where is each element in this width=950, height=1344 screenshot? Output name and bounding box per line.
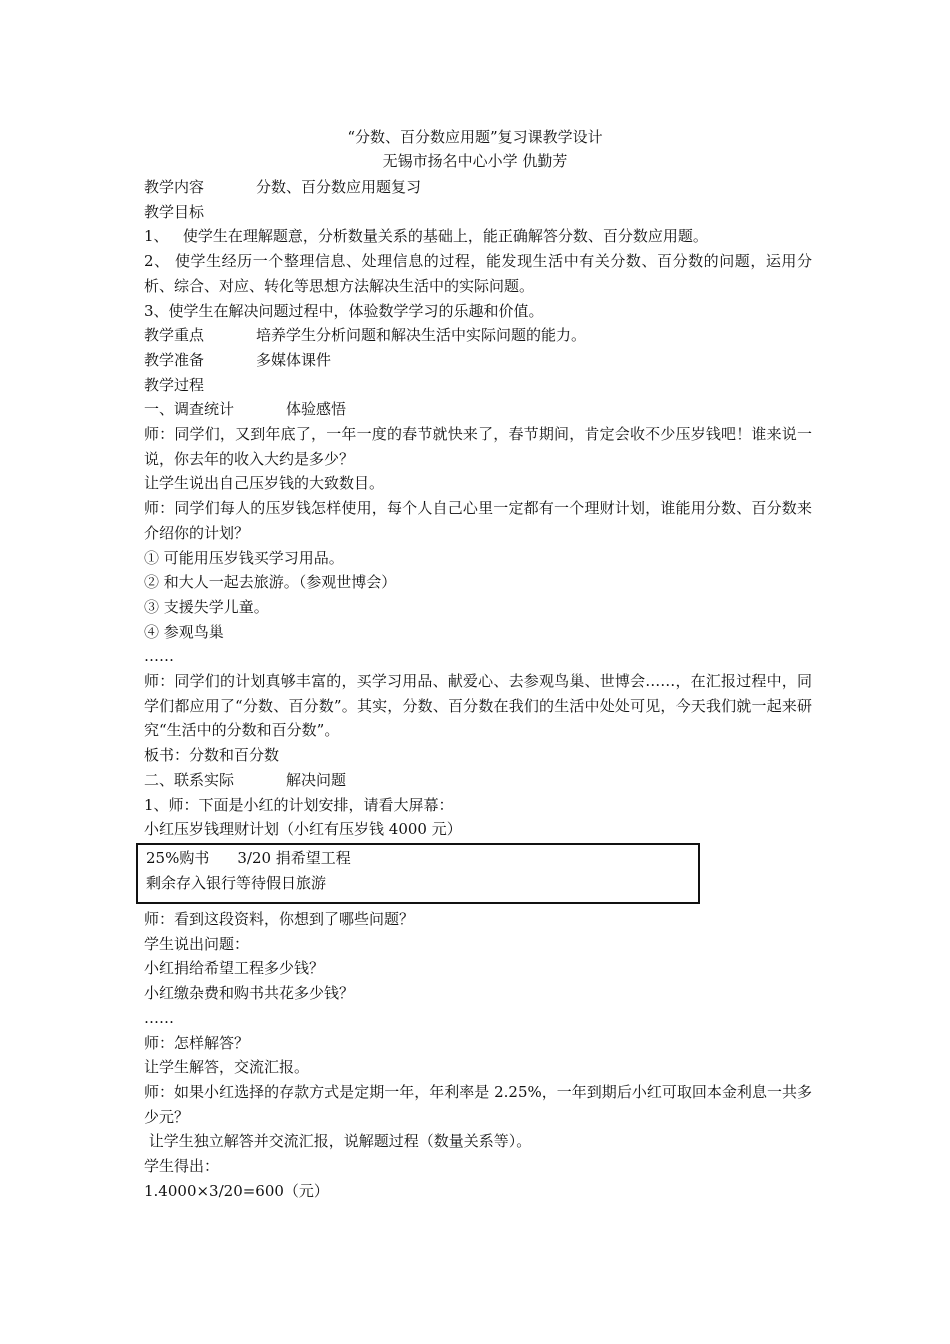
goals-label: 教学目标: [144, 202, 205, 221]
list-item: ② 和大人一起去旅游。（参观世博会）: [144, 573, 397, 592]
paragraph: 学生说出问题：: [144, 934, 250, 953]
prep-row: [144, 348, 812, 373]
section-heading-main: 一、调查统计: [144, 400, 235, 419]
goal-item: 3、使学生在解决问题过程中，体验数学学习的乐趣和价值。: [144, 301, 544, 320]
content-value: 分数、百分数应用题复习: [256, 178, 422, 196]
paragraph: 师：同学们每人的压岁钱怎样使用，每个人自己心里一定都有一个理财计划，谁能用分数、百分数来介绍你的计划？: [144, 499, 812, 542]
paragraph: 师：怎样解答？: [144, 1033, 250, 1052]
goal-item: 2、 使学生经历一个整理信息、处理信息的过程，能发现生活中有关分数、百分数的问题，运用分析、综合、对应、转化等思想方法解决生活中的实际问题。: [144, 252, 812, 295]
paragraph: 让学生解答，交流汇报。: [144, 1058, 310, 1077]
content-row: [144, 175, 812, 200]
calculation: 1.4000×3/20=600（元）: [144, 1181, 329, 1200]
paragraph: 师：看到这段资料，你想到了哪些问题？: [144, 909, 415, 928]
board-note: 板书：分数和百分数: [144, 746, 280, 765]
key-row: [144, 323, 812, 348]
document-body: [144, 175, 812, 1203]
key-value: 培养学生分析问题和解决生活中实际问题的能力。: [256, 326, 587, 345]
content-label: 教学内容: [144, 178, 205, 196]
plan-box-row: [146, 846, 690, 871]
section-heading-sub: 解决问题: [286, 770, 347, 789]
paragraph: 学生得出：: [144, 1157, 220, 1176]
plan-item-donation: 3/20 捐希望工程: [237, 848, 351, 867]
paragraph: 师：同学们，又到年底了，一年一度的春节就快来了，春节期间，肯定会收不少压岁钱吧！谁来说一说，你去年的收入大约是多少？: [144, 425, 812, 468]
goal-item: 1、 使学生在理解题意，分析数量关系的基础上，能正确解答分数、百分数应用题。: [144, 227, 708, 246]
prep-value: 多媒体课件: [256, 350, 332, 369]
paragraph: 师：同学们的计划真够丰富的，买学习用品、献爱心、去参观鸟巢、世博会……，在汇报过程中，同学们都应用了“分数、百分数”。其实，分数、百分数在我们的生活中处处可见，今天我们就一起来研究“生活中的分数和百分数”。: [144, 672, 812, 740]
prep-label: 教学准备: [144, 350, 205, 369]
process-label: 教学过程: [144, 375, 205, 394]
paragraph: 1、师：下面是小红的计划安排，请看大屏幕：: [144, 795, 454, 814]
plan-title: 小红压岁钱理财计划（小红有压岁钱 4000 元）: [144, 820, 462, 839]
section-heading: [144, 397, 812, 422]
list-item: ① 可能用压岁钱买学习用品。: [144, 548, 344, 567]
section-heading-main: 二、联系实际: [144, 770, 235, 789]
paragraph: 小红捐给希望工程多少钱？: [144, 959, 325, 978]
ellipsis: ……: [144, 1008, 174, 1027]
plan-box: [136, 843, 700, 904]
key-label: 教学重点: [144, 326, 205, 345]
paragraph: 小红缴杂费和购书共花多少钱？: [144, 984, 355, 1003]
paragraph: 师：如果小红选择的存款方式是定期一年，年利率是 2.25%，一年到期后小红可取回本金利息一共多少元？: [144, 1082, 812, 1126]
section-heading-sub: 体验感悟: [286, 400, 347, 419]
section-heading: [144, 768, 812, 793]
plan-item-savings: 剩余存入银行等待假日旅游: [146, 873, 327, 892]
document-title: “分数、百分数应用题”复习课教学设计: [347, 128, 603, 146]
paragraph: 让学生说出自己压岁钱的大致数目。: [144, 474, 385, 493]
plan-item-books: 25%购书: [146, 848, 210, 867]
author-line: 无锡市扬名中心小学 仇勤芳: [382, 152, 568, 170]
list-item: ③ 支援失学儿童。: [144, 597, 269, 616]
ellipsis: ……: [144, 647, 174, 666]
paragraph: 让学生独立解答并交流汇报，说解题过程（数量关系等）。: [144, 1132, 532, 1151]
list-item: ④ 参观鸟巢: [144, 622, 224, 641]
